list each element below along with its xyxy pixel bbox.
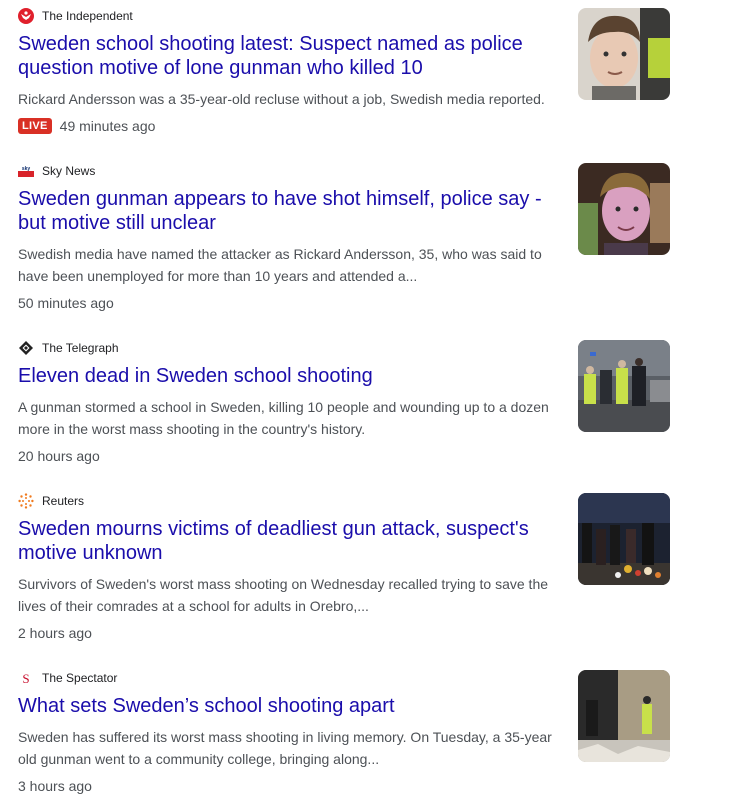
meta-row: [18, 293, 114, 313]
source-name: Sky News: [42, 164, 96, 178]
snippet: Rickard Andersson was a 35-year-old recluse without a job, Swedish media reported.: [18, 91, 545, 107]
spectator-s-icon: [18, 670, 34, 686]
article-thumbnail[interactable]: [578, 163, 670, 255]
svg-text:sky: sky: [21, 166, 31, 172]
meta-row: [18, 446, 100, 466]
headline-link[interactable]: What sets Sweden’s school shooting apart: [18, 695, 395, 717]
timestamp: 2 hours ago: [18, 625, 92, 641]
snippet: Swedish media have named the attacker as Rickard Andersson, 35, who was said to have been unemployed for more than 10 years and attended a...: [18, 246, 542, 284]
reuters-dots-icon: [18, 493, 34, 509]
article-thumbnail[interactable]: [578, 493, 670, 585]
source-row: [18, 340, 119, 356]
article-thumbnail[interactable]: [578, 670, 670, 762]
snippet: A gunman stormed a school in Sweden, killing 10 people and wounding up to a dozen more in the worst mass shooting in the country's history.: [18, 399, 549, 437]
headline-link[interactable]: Sweden mourns victims of deadliest gun attack, suspect's motive unknown: [18, 518, 529, 564]
headline-link[interactable]: Sweden gunman appears to have shot himself, police say - but motive still unclear: [18, 188, 542, 234]
meta-row: [18, 623, 92, 643]
source-row: [18, 493, 84, 509]
source-name: Reuters: [42, 494, 85, 508]
source-row: [18, 8, 133, 24]
svg-text:S: S: [22, 671, 30, 686]
independent-eagle-icon: [18, 8, 34, 24]
sky-news-logo-icon: [18, 163, 34, 179]
meta-row: [18, 116, 155, 136]
headline-link[interactable]: Sweden school shooting latest: Suspect named as police question motive of lone gunman who killed 10: [18, 33, 523, 79]
article-thumbnail[interactable]: [578, 340, 670, 432]
source-name: The Telegraph: [42, 341, 119, 355]
source-name: The Spectator: [42, 671, 118, 685]
telegraph-diamond-icon: [18, 340, 34, 356]
snippet: Survivors of Sweden's worst mass shooting on Wednesday recalled trying to save the lives of their comrades at a school for adults in Orebro,...: [18, 576, 549, 614]
headline-link[interactable]: Eleven dead in Sweden school shooting: [18, 365, 373, 387]
source-name: The Independent: [42, 9, 133, 23]
article-thumbnail[interactable]: [578, 8, 670, 100]
timestamp: 49 minutes ago: [59, 118, 156, 134]
source-row: [18, 163, 95, 179]
meta-row: [18, 776, 92, 796]
snippet: Sweden has suffered its worst mass shooting in living memory. On Tuesday, a 35-year old gunman went to a community college, bringing along...: [18, 729, 552, 767]
timestamp: 50 minutes ago: [18, 295, 114, 311]
timestamp: 20 hours ago: [18, 448, 100, 464]
timestamp: 3 hours ago: [18, 778, 92, 794]
source-row: [18, 670, 117, 686]
live-badge: LIVE: [18, 118, 52, 134]
